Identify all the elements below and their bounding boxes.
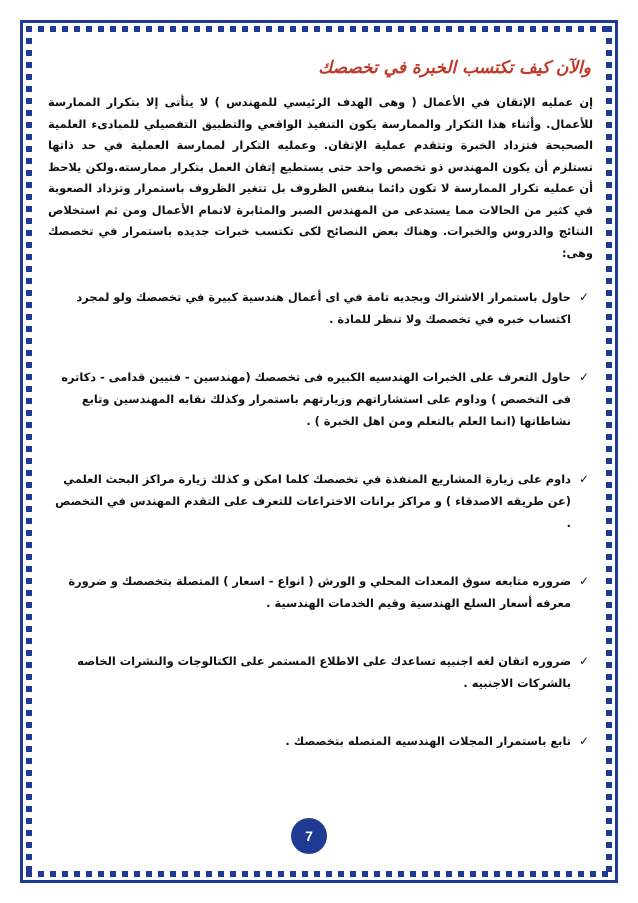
list-item <box>48 730 593 752</box>
list-item-text: داوم على زيارة المشاريع المنفذة في تخصصك كلما امكن و كذلك زيارة مراكز البحث العلمي (عن طريقه الاصدقاء ) و مراكز برانات الاختراعات للتعرف على التقدم المهندس في التخصص . <box>55 472 571 530</box>
page-border-bottom-dashes <box>26 871 612 877</box>
list-item-text: حاول باستمرار الاشتراك وبجديه تامة في اى أعمال هندسية كبيرة في تخصصك ولو لمجرد اكتساب خبره في تخصصك ولا تنظر للمادة . <box>76 290 571 326</box>
page-title: والآن كيف تكتسب الخبرة في تخصصك <box>318 58 591 78</box>
list-item-text: ضروره متابعه سوق المعدات المحلي و الورش ( انواع - اسعار ) المتصلة بتخصصك و ضرورة معرفه أسعار السلع الهندسية وقيم الخدمات الهندسية . <box>68 574 571 610</box>
list-item <box>48 468 593 534</box>
checkmark-icon: ✓ <box>578 734 590 748</box>
document-body <box>48 58 593 838</box>
checkmark-icon: ✓ <box>578 574 590 588</box>
checkmark-icon: ✓ <box>578 370 590 384</box>
list-item-text: ضروره اتقان لغه اجنبيه تساعدك على الاطلاع المستمر على الكتالوجات والنشرات الخاصه بالشركات الاجنبيه . <box>77 654 571 690</box>
checkmark-icon: ✓ <box>578 654 590 668</box>
list-item <box>48 286 593 330</box>
page-border-right-dashes <box>606 26 612 877</box>
page-border-top-dashes <box>26 26 612 32</box>
tips-list <box>48 286 593 752</box>
list-item <box>48 366 593 432</box>
page-border-left-dashes <box>26 26 32 877</box>
list-item-text: تابع باستمرار المجلات الهندسيه المتصله بتخصصك . <box>285 734 571 748</box>
page-number-badge: 7 <box>291 818 327 854</box>
checkmark-icon: ✓ <box>578 472 590 486</box>
intro-paragraph: إن عمليه الإتقان في الأعمال ( وهى الهدف الرئيسي للمهندس ) لا يتأتى إلا بتكرار الممارسة للأعمال. وأثناء هذا التكرار والممارسة يكون التنفيذ الواقعي والتطبيق التفصيلي للمبادىء العلمية الصحيحة فتزداد الخبرة وتتقدم عملية الإتقان. وعمليه التكرار لممارسة العملية في حد ذاتها تستلزم أن يكون المهندس ذو تخصص واحد حتى يستطيع إتقان العمل بتكرار ممارسته.ولكن يلاحظ أن عمليه تكرار الممارسة لا تكون دائما بنفس الظروف بل تتغير الظروف باستمرار وتزداد الصعوبة في كثير من الحالات مما يستدعى من المهندس الصبر والمثابرة لاتمام الأعمال ومن ثم استخلاص النتائج والدروس والخبرات. وهناك بعض النصائح لكى تكتسب خبرات جديده باستمرار في تخصصك وهى: <box>48 95 593 260</box>
checkmark-icon: ✓ <box>578 290 590 304</box>
list-item-text: حاول التعرف على الخبرات الهندسيه الكبيره فى تخصصك (مهندسين - فنيين قدامى - دكاتره فى التخصص ) وداوم على استشاراتهم وزيارتهم باستمرار وكذلك نقابه المهندسين وتابع نشاطاتها (انما العلم بالتعلم ومن اهل الخبرة ) . <box>61 370 571 428</box>
list-item <box>48 570 593 614</box>
list-item <box>48 650 593 694</box>
